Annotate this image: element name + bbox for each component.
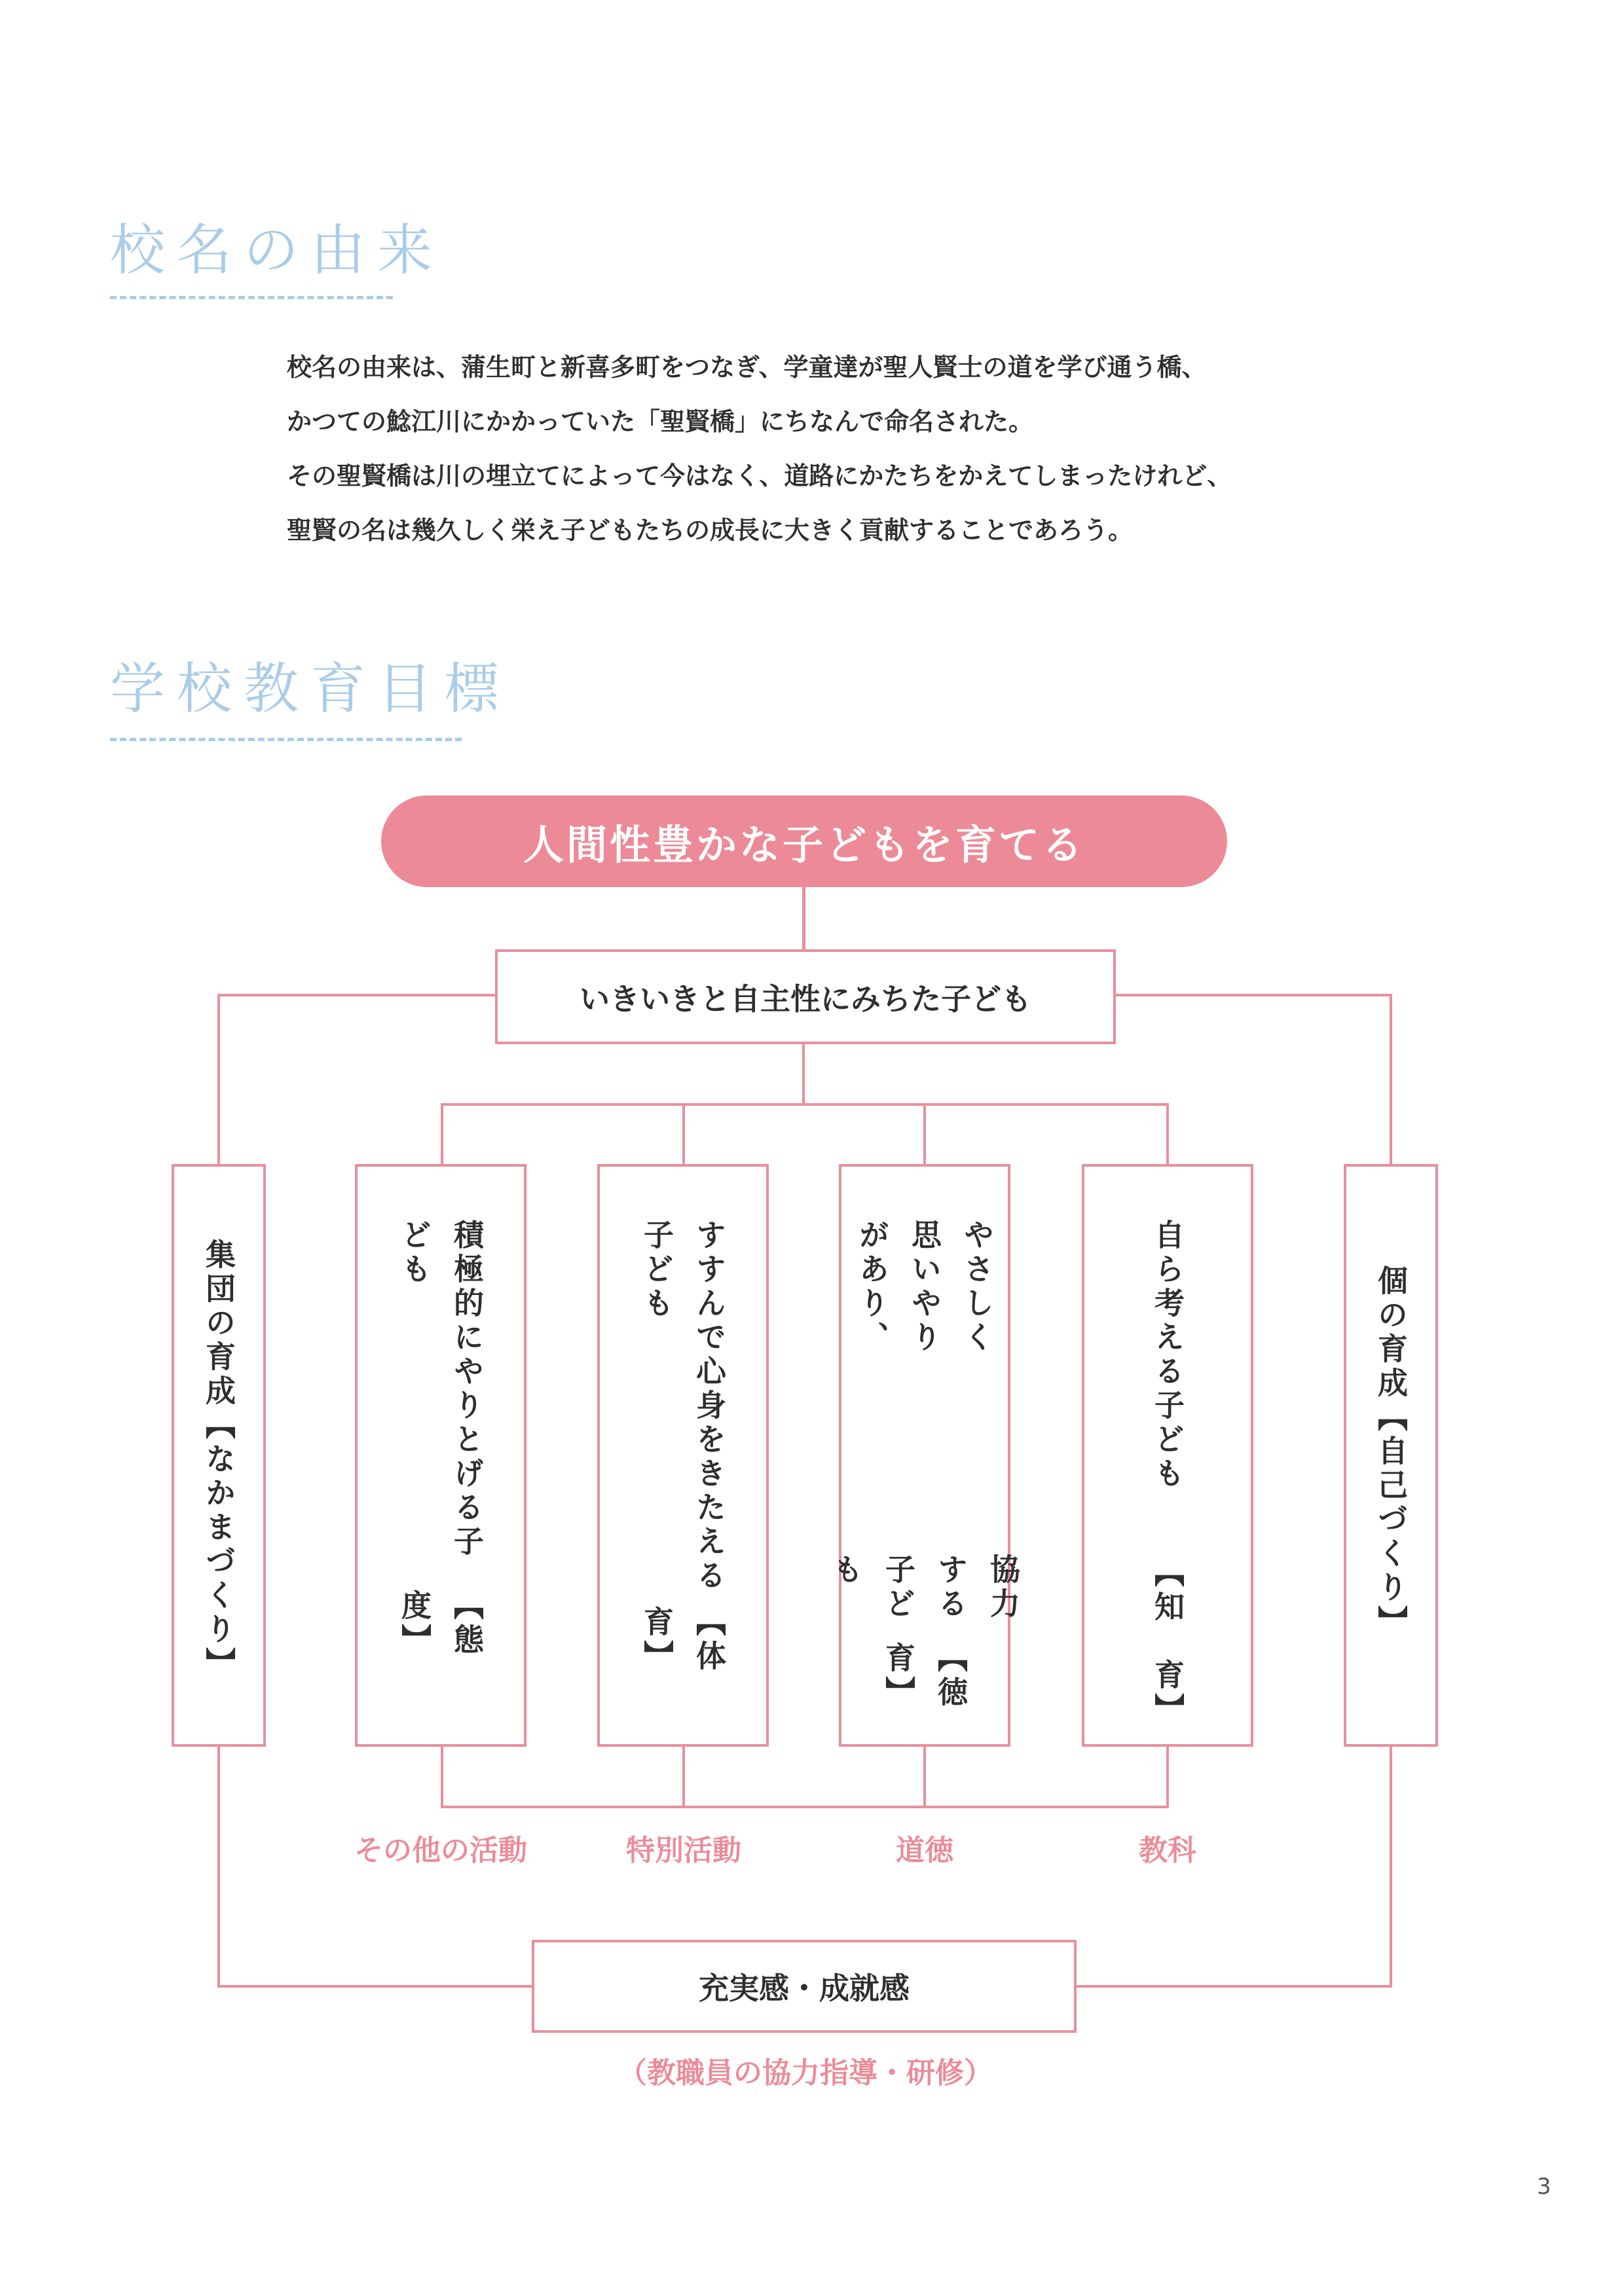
connector-line: [682, 1745, 685, 1807]
connector-line: [217, 994, 498, 996]
attitude-label: 【態 度】: [397, 1590, 485, 1692]
connector-line: [441, 1103, 1169, 1106]
connector-line: [1166, 1103, 1169, 1165]
activity-label-moral: 道徳: [896, 1834, 953, 1867]
fulfillment-box: [532, 1940, 1077, 2033]
connector-line: [1390, 994, 1392, 1165]
connector-line: [1390, 1745, 1392, 1988]
fulfillment-text: 充実感・成就感: [699, 1971, 910, 2006]
connector-line: [682, 1103, 685, 1165]
attitude-box: [355, 1164, 526, 1747]
intellectual-education-text: 自ら考える子ども: [1150, 1219, 1185, 1491]
sub-goal-text: いきいきと自主性にみちた子ども: [580, 981, 1031, 1017]
intellectual-education-label: 【知 育】: [1150, 1557, 1185, 1727]
page-number: 3: [1537, 2174, 1551, 2200]
paragraph-line: 聖賢の名は幾久しく栄え子どもたちの成長に大きく貢献することであろう。: [287, 516, 1134, 545]
individual-development-label: 【自己づくり】: [1373, 1401, 1409, 1639]
individual-development-text: 個の育成: [1373, 1265, 1409, 1401]
connector-line: [1074, 1985, 1392, 1988]
moral-education-text-2: 協力する子ども: [828, 1554, 1021, 1622]
physical-education-box: [597, 1164, 769, 1747]
connector-line: [441, 1103, 443, 1165]
activity-label-subjects: 教科: [1139, 1834, 1196, 1867]
section-heading-underline: [110, 296, 393, 299]
group-development-label: 【なかまづくり】: [201, 1409, 236, 1681]
moral-education-box: [828, 1164, 1021, 1747]
connector-line: [923, 1103, 926, 1165]
connector-line: [217, 994, 220, 1165]
paragraph-line: かつての鯰江川にかかっていた「聖賢橋」にちなんで命名された。: [287, 407, 1034, 436]
top-goal-banner: [381, 795, 1227, 887]
attitude-text: 積極的にやりとげる子ども: [397, 1219, 485, 1559]
section-heading-goals: 学校教育目標: [110, 657, 511, 721]
connector-line: [802, 1044, 805, 1104]
connector-line: [802, 884, 805, 949]
moral-education-label: 【徳 育】: [881, 1642, 969, 1744]
physical-education-label: 【体 育】: [639, 1605, 727, 1708]
activity-label-special: 特別活動: [626, 1834, 741, 1867]
section-heading-underline: [110, 738, 462, 741]
connector-line: [1166, 1745, 1169, 1807]
physical-education-text: すすんで心身をきたえる子ども: [639, 1219, 727, 1594]
individual-development-box: [1344, 1164, 1438, 1747]
connector-line: [441, 1806, 1169, 1808]
connector-line: [1113, 994, 1392, 996]
intellectual-education-box: [1082, 1164, 1253, 1747]
connector-line: [217, 1985, 534, 1988]
activity-label-other: その他の活動: [354, 1834, 527, 1867]
section-heading-origin: 校名の由来: [110, 218, 445, 282]
paragraph-line: 校名の由来は、蒲生町と新喜多町をつなぎ、学童達が聖人賢士の道を学び通う橋、: [287, 353, 1207, 382]
connector-line: [923, 1745, 926, 1807]
group-development-text: 集団の育成: [201, 1239, 236, 1409]
connector-line: [217, 1745, 220, 1988]
top-goal-text: 人間性豊かな子どもを育てる: [523, 820, 1085, 869]
staff-note: （教職員の協力指導・研修）: [618, 2056, 993, 2090]
connector-line: [441, 1745, 443, 1807]
paragraph-line: その聖賢橋は川の埋立てによって今はなく、道路にかたちをかえてしまったけれど、: [287, 462, 1232, 490]
origin-paragraph: [287, 340, 1232, 558]
moral-education-text-1: やさしく思いやりがあり、: [855, 1219, 995, 1355]
group-development-box: [172, 1164, 266, 1747]
sub-goal-box: [495, 949, 1116, 1044]
